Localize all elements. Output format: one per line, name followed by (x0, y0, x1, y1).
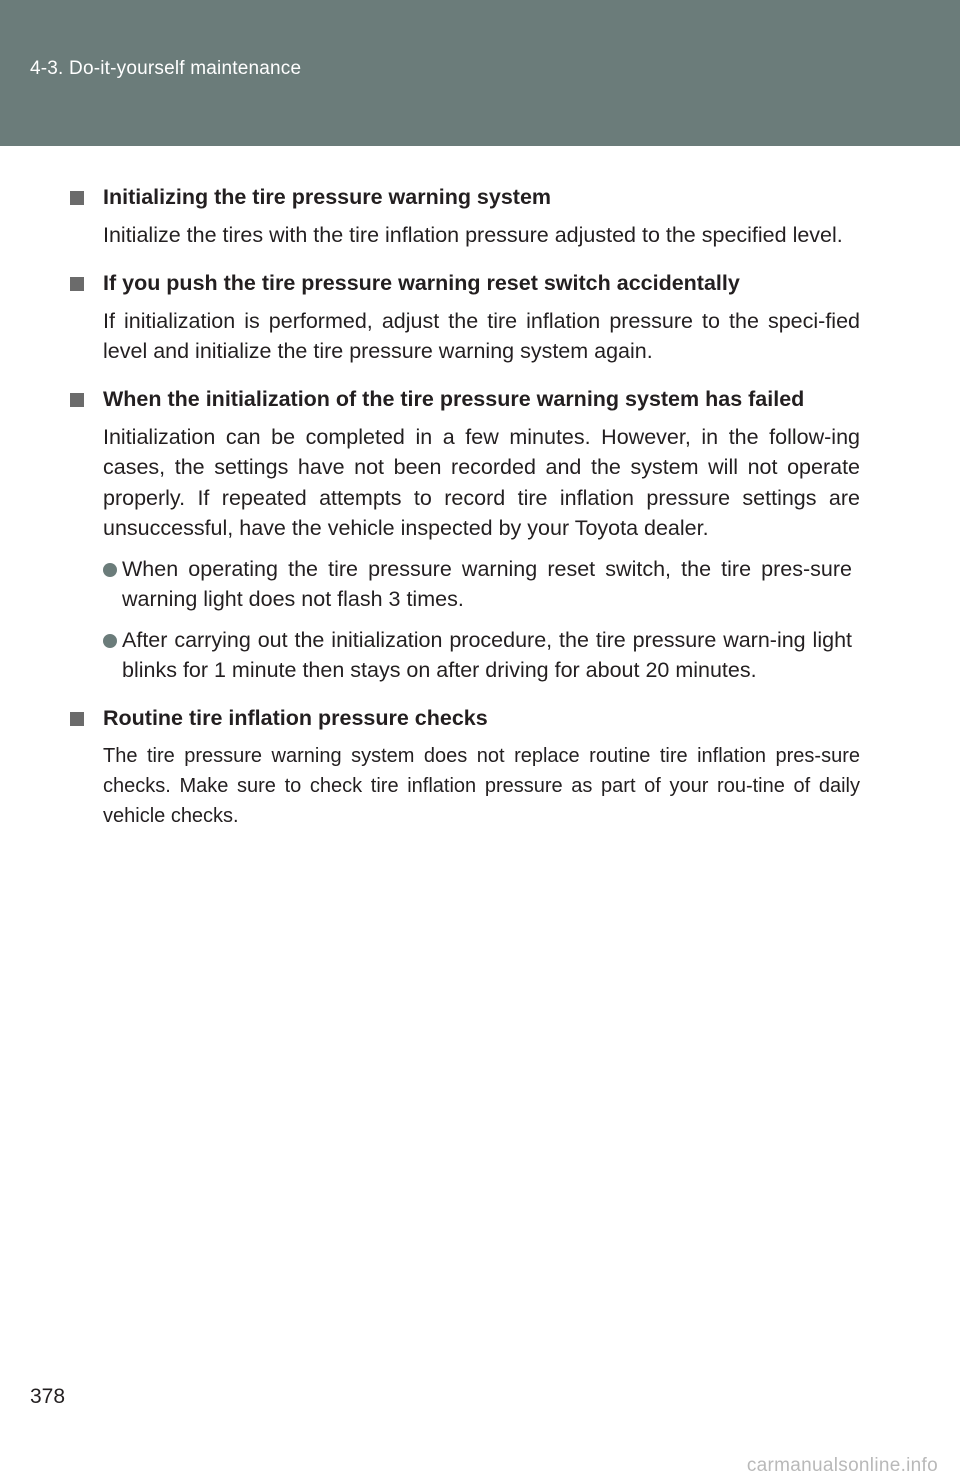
page-number: 378 (30, 1385, 66, 1408)
section-header-band (0, 0, 960, 146)
page-content (70, 183, 860, 841)
section-heading-initialization-failed (70, 385, 860, 414)
square-bullet-icon (70, 393, 84, 407)
section-body-initialization-failed: Initialization can be completed in a few minutes. However, in the follow-ing cases, the settings have not been recorded and the system will not operate properly. If repeated attempts to record tire inflation pressure settings are unsuccessful, have the vehicle inspected by your Toyota dealer. (103, 424, 860, 540)
section-heading-reset-switch (70, 269, 860, 298)
watermark: carmanualsonline.info (746, 1455, 938, 1476)
square-bullet-icon (70, 191, 84, 205)
list-item (70, 554, 860, 615)
square-bullet-icon (70, 277, 84, 291)
square-bullet-icon (70, 712, 84, 726)
heading-text: Routine tire inflation pressure checks (103, 705, 488, 730)
circle-bullet-icon (103, 634, 117, 648)
section-title: 4-3. Do-it-yourself maintenance (30, 58, 302, 79)
heading-text: Initializing the tire pressure warning system (103, 185, 552, 209)
list-item-text: After carrying out the initialization procedure, the tire pressure warn-ing light blinks for 1 minute then stays on after driving for about 20 minutes. (122, 627, 852, 682)
section-body-routine-checks: The tire pressure warning system does not replace routine tire inflation pres-sure checks. Make sure to check tire inflation pressure as part of your rou-tine of daily vehicle checks. (103, 744, 860, 827)
section-heading-initializing (70, 183, 860, 212)
list-item-text: When operating the tire pressure warning reset switch, the tire pres-sure warning light does not flash 3 times. (122, 556, 852, 611)
heading-text: When the initialization of the tire pressure warning system has failed (103, 386, 805, 411)
heading-text: If you push the tire pressure warning reset switch accidentally (103, 270, 740, 295)
circle-bullet-icon (103, 563, 117, 577)
section-body-reset-switch: If initialization is performed, adjust the tire inflation pressure to the speci-fied level and initialize the tire pressure warning system again. (103, 308, 860, 363)
section-heading-routine-checks (70, 704, 860, 733)
list-item (70, 625, 860, 686)
section-body-initializing: Initialize the tires with the tire inflation pressure adjusted to the specified level. (103, 223, 843, 247)
